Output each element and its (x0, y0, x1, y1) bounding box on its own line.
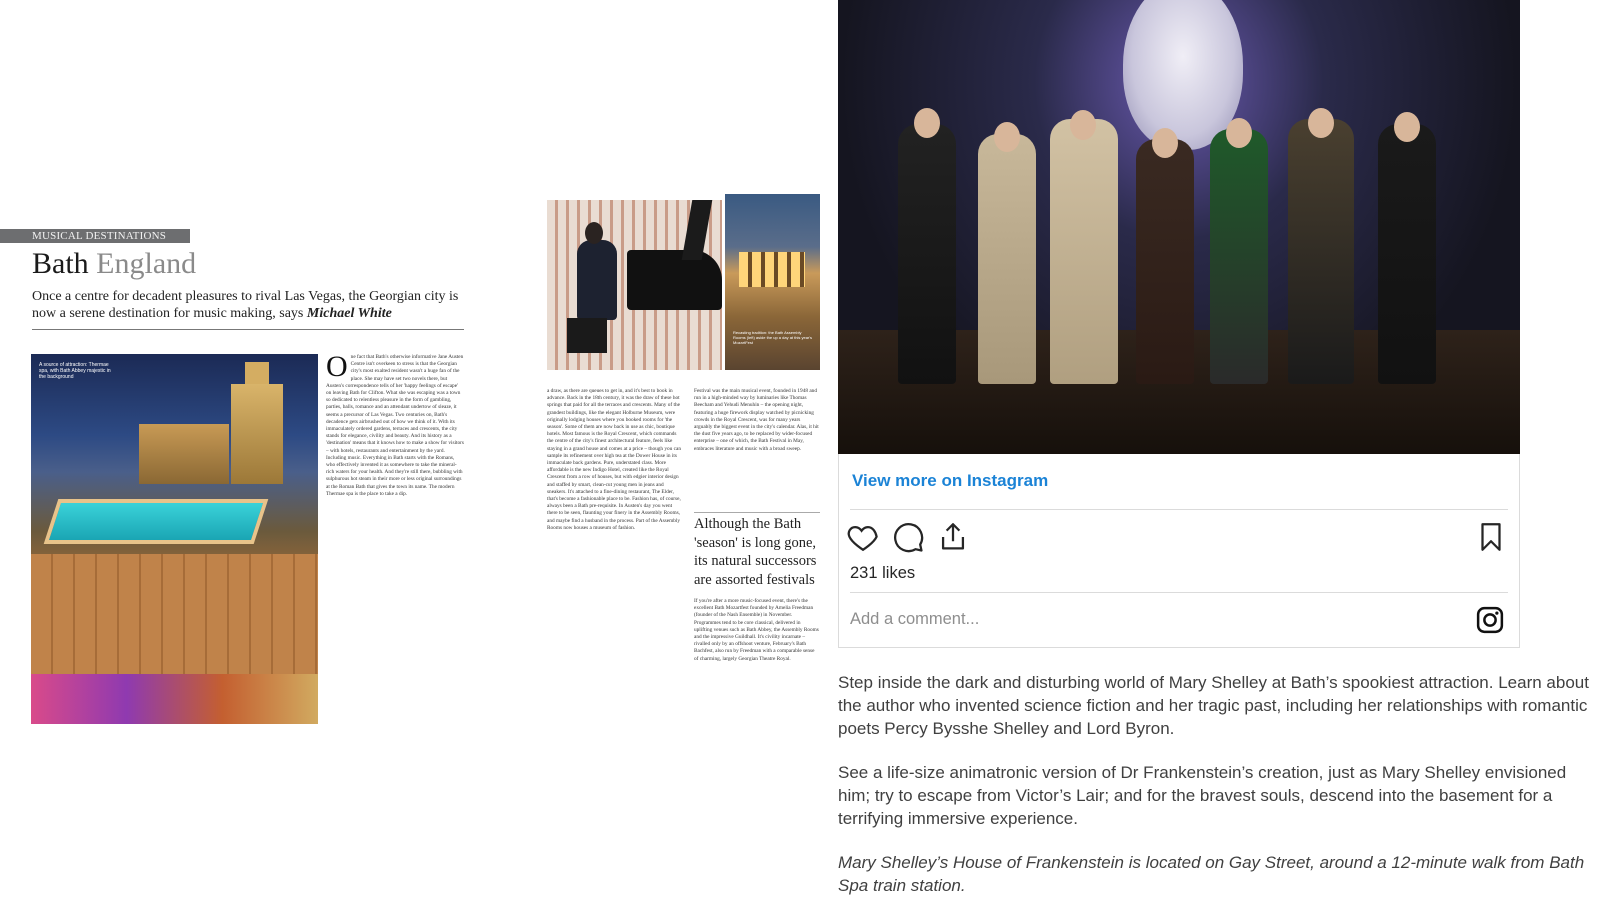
article-column-2: a draw, as there are queues to get in, and it's best to book in advance. Back in the 18th century, it was the draw of these hot springs that paid for all the terraces and crescents. Many of the grandest buildings, like the elegant Holburne Museum, were originally lodging houses where you booked rooms for 'the season'. Some of them are now back in use as chic, boutique hotels. Most famous is the Royal Crescent, which commands the centre of the city's finest architectural feature, feels like staying in a grand house and comes at a price – though you can sample its refinement over high tea at the Dower House in its immaculate back gardens. Pure, understated class. More affordable is the new Indigo Hotel, created like the Royal Crescent from a row of houses, but with edgier interior design and staffed by smart, clean-cut young men in jeans and sneakers. It's attached to a fine-dining restaurant, The Elder, that's become a fashionable place to be. Fashion has, of course, always been a Bath pre-requisite. In Austen's day you went there to be seen, flaunting your finery in the Assembly Rooms, and maybe find a husband in the process. Part of the Assembly Rooms now houses a museum of fashion. (547, 388, 681, 531)
costumed-figure (1378, 124, 1436, 384)
costumed-figure (1288, 119, 1354, 384)
description-paragraph-1: Step inside the dark and disturbing world of Mary Shelley at Bath’s spookiest attraction. Learn about the author who invented science fiction and her tragic past, including her relationships with romantic poets Percy Bysshe Shelley and Lord Byron. (838, 673, 1589, 738)
bath-spa-photo (31, 354, 318, 724)
pull-quote: Although the Bath 'season' is long gone, its natural successors are assorted festivals (694, 512, 820, 590)
costumed-figure (978, 134, 1036, 384)
pianist-shape (577, 240, 617, 320)
piano-lid-shape (682, 200, 713, 260)
figure-head (914, 108, 940, 138)
standfirst-text: Once a centre for decadent pleasures to rival Las Vegas, the Georgian city is now a serene destination for music making, says (32, 289, 459, 321)
article-body: ne fact that Bath's otherwise informative Jane Austen Centre isn't overkeen to stress is that the Georgian city's most exalted resident wasn't a huge fan of the place. She may have set two novels there, but Austen's correspondence tells of her 'happy feelings of escape' on leaving Bath for Clifton. What she was escaping was a town so dedicated to relentless pleasure in the form of gambling, parties, balls, romance and an attendant undertow of sleaze, it seems a precursor of Las Vegas. Two centuries on, Bath's decadence gets airbrushed out of how we think of it. With its immaculately ordered gardens, terraces and crescents, the city stands for elegance, civility and beauty. And its history as a 'destination' means that it knows how to make a show for visitors – with hotels, restaurants and entertainment by the yard. Including music. Everything in Bath starts with the Romans, who effectively invented it as somewhere to take the mineral-rich waters for your health. And they're still there, bubbling with sulphurous hot steam in their more or less original surroundings at the Roman Bath that gives the town its name. The modern Thermae spa is the place to take a dip. (326, 354, 464, 497)
likes-count[interactable]: 231 likes (850, 564, 916, 582)
assembly-rooms-photo (725, 194, 820, 370)
costumed-figure (1136, 139, 1194, 384)
heart-icon[interactable] (846, 520, 880, 554)
figure-head (1394, 112, 1420, 142)
description-paragraph-2: See a life-size animatronic version of Dr Frankenstein’s creation, just as Mary Shelley envisioned him; try to escape from Victor’s Lair; and for the bravest souls, descend into the basement for a terrifying immersive experience. (838, 763, 1567, 828)
lit-windows-shape (739, 252, 805, 287)
church-shape (139, 424, 229, 484)
piano-stool-shape (567, 318, 607, 353)
instagram-logo-icon[interactable] (1475, 605, 1505, 635)
magazine-title-grey: England (96, 247, 197, 280)
grand-piano-shape (627, 250, 722, 310)
magazine-title-main: Bath (32, 247, 89, 280)
rooftop-pool-shape (44, 499, 269, 544)
figure-head (994, 122, 1020, 152)
figure-head (1308, 108, 1334, 138)
instagram-divider (850, 592, 1508, 593)
photo-caption: A source of attraction: Thermae spa, with Bath Abbey majestic in the background (39, 362, 111, 380)
street-lights-shape (31, 674, 318, 724)
author-name: Michael White (306, 306, 392, 321)
drop-cap: O (326, 354, 348, 383)
figure-head (1226, 118, 1252, 148)
magazine-standfirst (32, 288, 462, 322)
bookmark-icon[interactable] (1474, 520, 1508, 554)
pianist-head-shape (585, 222, 603, 244)
figure-head (1152, 128, 1178, 158)
costumed-figure (898, 124, 956, 384)
magazine-title (32, 247, 196, 281)
article-column-3: Festival was the main musical event, founded in 1948 and run in a high-minded way by luminaries like Thomas Beecham and Yehudi Menuhin – the opening night, featuring a huge firework display watched by picnicking crowds in the Royal Crescent, was for many years arguably the biggest event in the city's calendar. Alas, it hit the dust five years ago, to be replaced by wider-focused enterprise – one of which, the Bath Festival in May, embraces literature and music with a broad sweep. (694, 388, 819, 452)
article-column (326, 354, 464, 724)
abbey-shape (231, 384, 283, 484)
share-icon[interactable] (936, 520, 970, 554)
costumed-figure (1050, 119, 1118, 384)
description-paragraph-3: Mary Shelley’s House of Frankenstein is located on Gay Street, around a 12-minute walk from Bath Spa train station. (838, 853, 1585, 895)
figure-head (1070, 110, 1096, 140)
article-column-4: If you're after a more music-focused event, there's the excellent Bath Mozartfest founded by Amelia Freedman (founder of the Nash Ensemble) in November. Programmes tend to be core classical, delivered in uplifting venues such as Bath Abbey, the Assembly Rooms and the impressive Guildhall. It's civility incarnate – rivalled only by an offshoot venture, February's Bath Bachfest, also run by Freedman with a comparable sense of charming, largely Georgian Theatre Royal. (694, 598, 819, 662)
add-comment-input[interactable] (850, 610, 1430, 629)
instagram-post-photo[interactable] (838, 0, 1520, 454)
magazine-divider (32, 329, 464, 330)
comment-icon[interactable] (891, 520, 925, 554)
view-more-instagram-link[interactable]: View more on Instagram (852, 471, 1049, 490)
spa-building-shape (31, 554, 318, 674)
giant-face-sculpture (1123, 0, 1243, 150)
assembly-caption: Recasting tradition: the Bath Assembly Rooms (left) aside the up a day at this year's MozartFest (733, 330, 813, 345)
costumed-figure (1210, 129, 1268, 384)
pianist-photo (547, 200, 722, 370)
instagram-divider (850, 509, 1508, 510)
magazine-section-label: MUSICAL DESTINATIONS (0, 229, 190, 243)
